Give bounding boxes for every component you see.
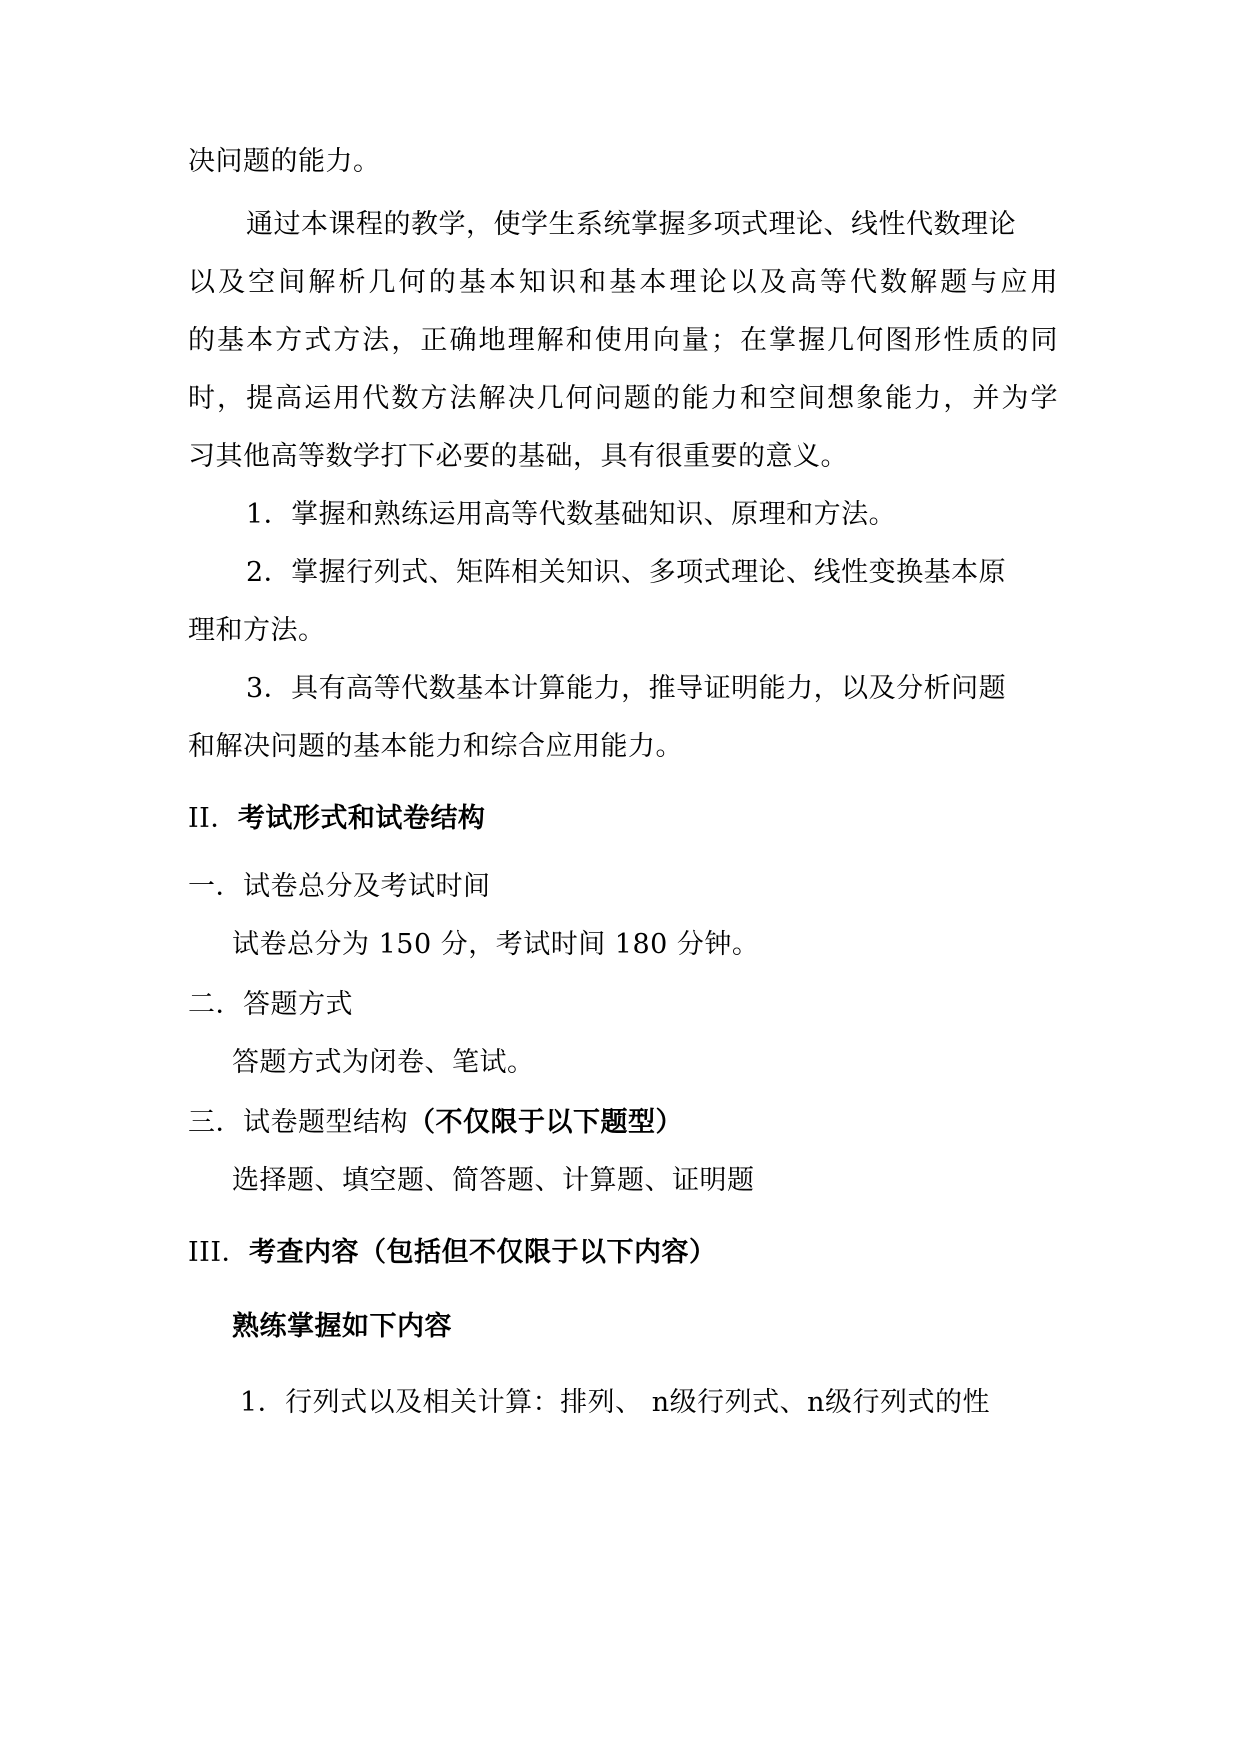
objectives-line-1: 通过本课程的教学，使学生系统掌握多项式理论、线性代数理论 [246, 209, 1016, 240]
requirement-2-line-2: 理和方法。 [188, 615, 326, 646]
subsection-2-body: 答题方式为闭卷、笔试。 [232, 1047, 535, 1078]
requirement-1: 1．掌握和熟练运用高等代数基础知识、原理和方法。 [246, 499, 897, 530]
section-3-numeral: III． [188, 1237, 249, 1268]
section-2-heading [188, 802, 485, 836]
section-3-subheading: 熟练掌握如下内容 [232, 1311, 452, 1342]
objectives-line-2: 以及空间解析几何的基本知识和基本理论以及高等代数解题与应用 [188, 267, 1058, 298]
section-2-numeral: II． [188, 803, 238, 834]
subsection-1-title: 一．试卷总分及考试时间 [188, 871, 491, 902]
requirement-2-line-1: 2．掌握行列式、矩阵相关知识、多项式理论、线性变换基本原 [246, 557, 1007, 588]
objectives-line-3: 的基本方式方法，正确地理解和使用向量；在掌握几何图形性质的同 [188, 325, 1058, 356]
section-2-title: 考试形式和试卷结构 [237, 803, 486, 834]
section-3-heading [188, 1236, 717, 1270]
content-item-1: 1．行列式以及相关计算：排列、 n级行列式、n级行列式的性 [240, 1387, 991, 1418]
requirement-3-line-1: 3．具有高等代数基本计算能力，推导证明能力，以及分析问题 [246, 673, 1007, 704]
subsection-3-title-bold: （不仅限于以下题型） [408, 1107, 683, 1138]
objectives-line-4: 时，提高运用代数方法解决几何问题的能力和空间想象能力，并为学 [188, 383, 1058, 414]
subsection-3-body: 选择题、填空题、简答题、计算题、证明题 [232, 1165, 755, 1196]
subsection-3-title-prefix: 三．试卷题型结构 [188, 1107, 408, 1138]
objectives-line-5: 习其他高等数学打下必要的基础，具有很重要的意义。 [188, 441, 848, 472]
subsection-3-title [188, 1106, 683, 1140]
requirement-3-line-2: 和解决问题的基本能力和综合应用能力。 [188, 731, 683, 762]
subsection-2-title: 二．答题方式 [188, 989, 353, 1020]
intro-tail-text: 决问题的能力。 [188, 146, 381, 177]
subsection-1-body: 试卷总分为 150 分，考试时间 180 分钟。 [232, 929, 760, 960]
section-3-title: 考查内容（包括但不仅限于以下内容） [249, 1237, 717, 1268]
